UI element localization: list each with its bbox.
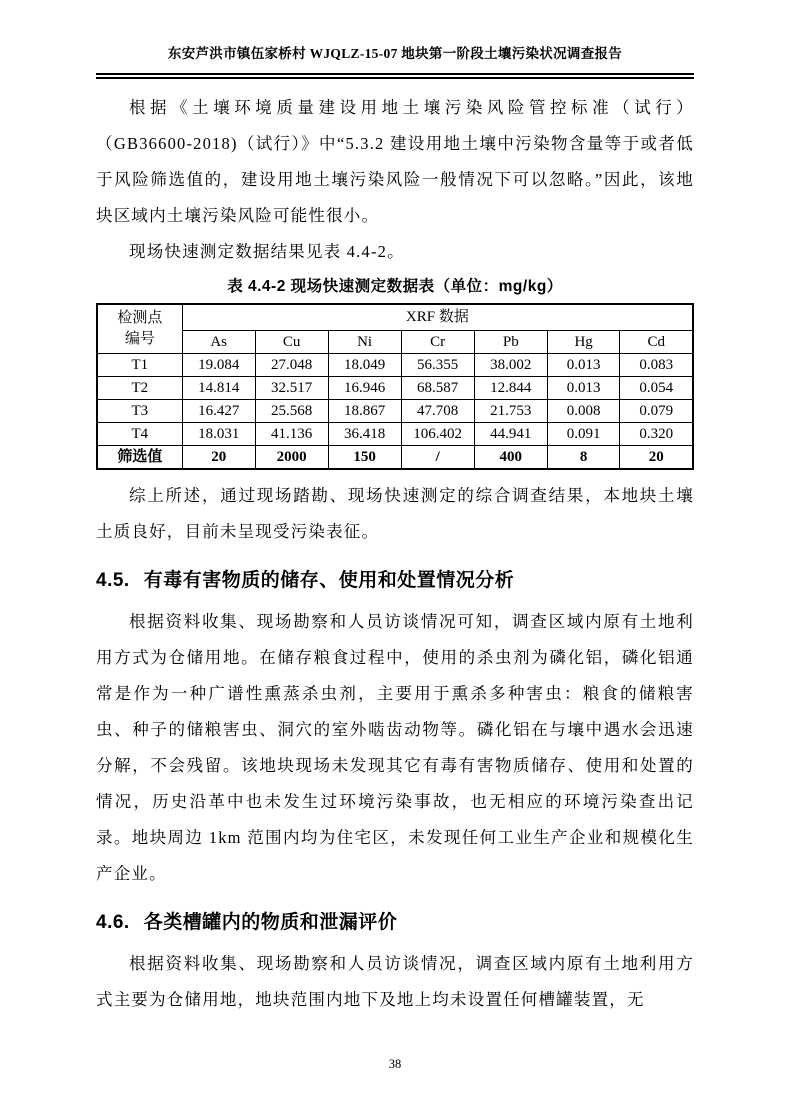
header-title: 东安芦洪市镇伍家桥村 WJQLZ-15-07 地块第一阶段土壤污染状况调查报告 [167, 46, 623, 61]
table-row [97, 377, 693, 400]
table-cell: 8 [547, 446, 620, 470]
table-cell: 0.091 [547, 423, 620, 446]
column-header: Cd [620, 331, 693, 354]
column-header: Cr [401, 331, 474, 354]
table-cell: 68.587 [401, 377, 474, 400]
table-cell: 25.568 [255, 400, 328, 423]
paragraph-table-intro: 现场快速测定数据结果见表 4.4-2。 [129, 242, 405, 261]
column-header: Cu [255, 331, 328, 354]
row-label: T4 [97, 423, 182, 446]
table-cell: 12.844 [474, 377, 547, 400]
row-label: 筛选值 [97, 446, 182, 470]
table-cell: 21.753 [474, 400, 547, 423]
page-footer [0, 1057, 790, 1072]
section-number: 4.6. [96, 912, 130, 933]
paragraph-section-4-6: 根据资料收集、现场勘察和人员访谈情况，调查区域内原有土地利用方式主要为仓储用地，地块范围内地下及地上均未设置任何槽罐装置，无 [96, 954, 694, 1009]
document-body [96, 90, 694, 1018]
section-title: 有毒有害物质的储存、使用和处置情况分析 [143, 570, 515, 591]
table-cell: / [401, 446, 474, 470]
paragraph-conclusion: 综上所述，通过现场踏勘、现场快速测定的综合调查结果，本地块土壤土质良好，目前未呈现受污染表征。 [96, 486, 694, 541]
table-cell: 106.402 [401, 423, 474, 446]
section-heading-4-6 [96, 908, 694, 938]
table-cell: 2000 [255, 446, 328, 470]
page-number: 38 [388, 1057, 402, 1071]
column-header: As [182, 331, 255, 354]
table-cell: 36.418 [328, 423, 401, 446]
table-cell: 150 [328, 446, 401, 470]
table-cell: 27.048 [255, 354, 328, 377]
xrf-data-table [96, 303, 694, 470]
table-cell: 0.083 [620, 354, 693, 377]
row-label: T3 [97, 400, 182, 423]
table-cell: 38.002 [474, 354, 547, 377]
row-label: T2 [97, 377, 182, 400]
table-cell: 0.013 [547, 377, 620, 400]
table-cell: 0.013 [547, 354, 620, 377]
table-row [97, 423, 693, 446]
table-cell: 0.054 [620, 377, 693, 400]
table-cell: 20 [620, 446, 693, 470]
header-double-rule [96, 73, 694, 79]
corner-header-line2: 编号 [124, 331, 155, 347]
table-cell: 14.814 [182, 377, 255, 400]
corner-header-line1: 检测点 [117, 310, 163, 326]
table-cell: 56.355 [401, 354, 474, 377]
table-cell: 18.867 [328, 400, 401, 423]
column-header: Ni [328, 331, 401, 354]
table-corner-header [97, 304, 182, 354]
table-header-row-elements [97, 331, 693, 354]
table-row [97, 354, 693, 377]
table-cell: 0.008 [547, 400, 620, 423]
column-header: Pb [474, 331, 547, 354]
table-cell: 32.517 [255, 377, 328, 400]
table-cell: 0.079 [620, 400, 693, 423]
table-cell: 18.049 [328, 354, 401, 377]
table-row [97, 400, 693, 423]
table-cell: 0.320 [620, 423, 693, 446]
section-heading-4-5 [96, 566, 694, 596]
table-cell: 41.136 [255, 423, 328, 446]
screening-values-row [97, 446, 693, 470]
column-header: Hg [547, 331, 620, 354]
table-group-header: XRF 数据 [182, 304, 693, 331]
table-header-row-group [97, 304, 693, 331]
table-cell: 16.946 [328, 377, 401, 400]
row-label: T1 [97, 354, 182, 377]
paragraph-section-4-5: 根据资料收集、现场勘察和人员访谈情况可知，调查区域内原有土地利用方式为仓储用地。在储存粮食过程中，使用的杀虫剂为磷化铝，磷化铝通常是作为一种广谱性熏蒸杀虫剂，主要用于熏杀多种害虫：粮食的储粮害虫、种子的储粮害虫、洞穴的室外啮齿动物等。磷化铝在与壤中遇水会迅速分解，不会残留。该地块现场未发现其它有毒有害物质储存、使用和处置的情况，历史沿革中也未发生过环境污染事故，也无相应的环境污染查出记录。地块周边 1km 范围内均为住宅区，未发现任何工业生产企业和规模化生产企业。 [96, 612, 694, 883]
table-cell: 20 [182, 446, 255, 470]
table-cell: 16.427 [182, 400, 255, 423]
section-number: 4.5. [96, 570, 130, 591]
paragraph-standard-quote: 根据《土壤环境质量建设用地土壤污染风险管控标准（试行）（GB36600-2018)（试行）》中“5.3.2 建设用地土壤中污染物含量等于或者低于风险筛选值的，建设用地土壤污染风险一般情况下可以忽略。”因此，该地块区域内土壤污染风险可能性很小。 [96, 98, 694, 225]
section-title: 各类槽罐内的物质和泄漏评价 [143, 912, 398, 933]
table-caption: 表 4.4-2 现场快速测定数据表（单位：mg/kg） [227, 278, 563, 295]
page-header [96, 44, 694, 79]
table-cell: 18.031 [182, 423, 255, 446]
table-cell: 400 [474, 446, 547, 470]
table-cell: 44.941 [474, 423, 547, 446]
table-cell: 47.708 [401, 400, 474, 423]
table-cell: 19.084 [182, 354, 255, 377]
